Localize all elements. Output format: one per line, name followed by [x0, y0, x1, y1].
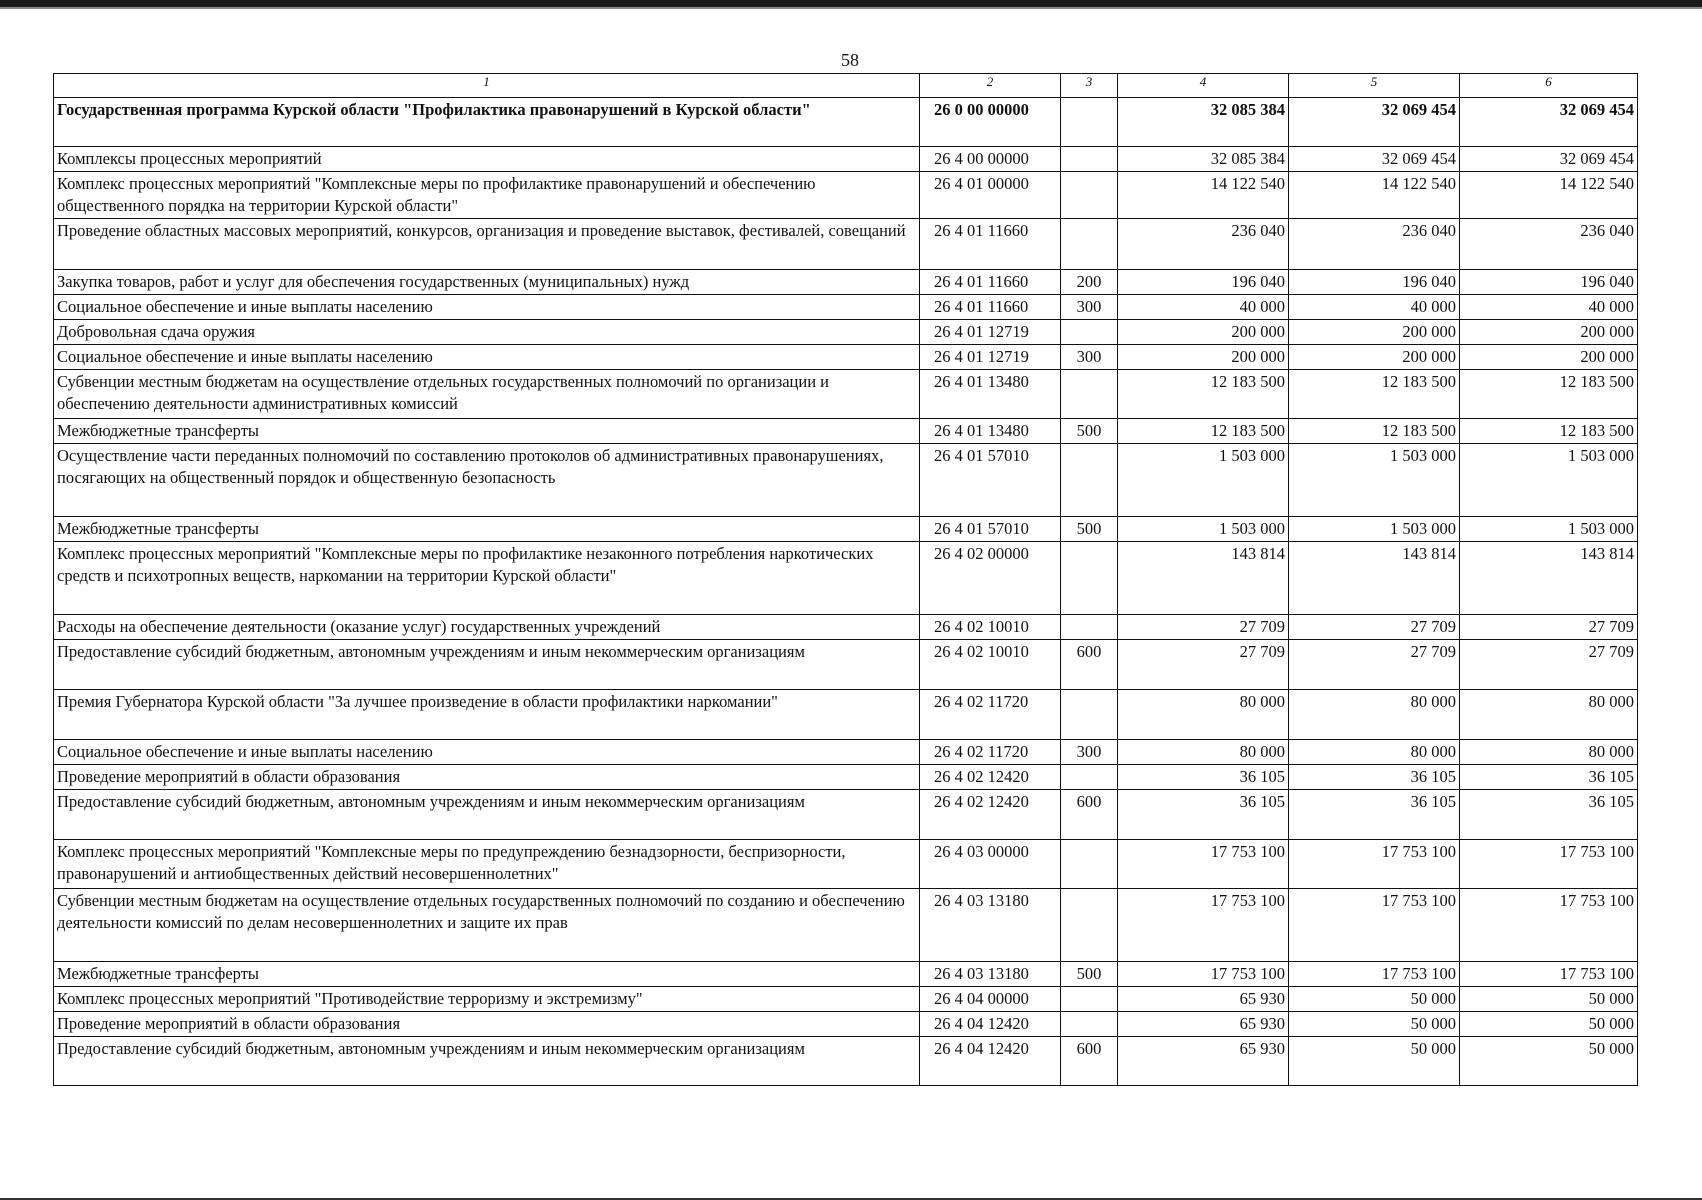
row-target-code: 26 4 03 13180 [920, 962, 1061, 987]
row-target-code: 26 4 02 10010 [920, 640, 1061, 690]
row-value-col6: 36 105 [1460, 765, 1638, 790]
row-value-col6: 27 709 [1460, 640, 1638, 690]
table-row [54, 419, 1638, 444]
row-value-col5: 80 000 [1289, 690, 1460, 740]
row-value-col4: 12 183 500 [1118, 370, 1289, 419]
row-value-col6: 1 503 000 [1460, 444, 1638, 517]
row-expense-type: 500 [1061, 962, 1118, 987]
row-target-code: 26 0 00 00000 [920, 98, 1061, 147]
table-row [54, 517, 1638, 542]
table-row [54, 889, 1638, 962]
row-value-col6: 80 000 [1460, 690, 1638, 740]
row-name: Социальное обеспечение и иные выплаты населению [54, 345, 920, 370]
row-value-col4: 236 040 [1118, 219, 1289, 270]
row-value-col5: 50 000 [1289, 1037, 1460, 1086]
row-value-col5: 40 000 [1289, 295, 1460, 320]
row-target-code: 26 4 02 11720 [920, 690, 1061, 740]
row-value-col5: 236 040 [1289, 219, 1460, 270]
row-value-col4: 65 930 [1118, 987, 1289, 1012]
header-col-4: 4 [1118, 74, 1289, 98]
row-value-col6: 1 503 000 [1460, 517, 1638, 542]
row-value-col6: 80 000 [1460, 740, 1638, 765]
table-row [54, 98, 1638, 147]
row-value-col6: 12 183 500 [1460, 419, 1638, 444]
row-value-col5: 36 105 [1289, 790, 1460, 840]
row-value-col6: 27 709 [1460, 615, 1638, 640]
row-name: Предоставление субсидий бюджетным, автономным учреждениям и иным некоммерческим организациям [54, 640, 920, 690]
header-col-5: 5 [1289, 74, 1460, 98]
row-value-col6: 40 000 [1460, 295, 1638, 320]
table-header-row [54, 74, 1638, 98]
row-expense-type [1061, 98, 1118, 147]
table-row [54, 542, 1638, 615]
row-name: Субвенции местным бюджетам на осуществление отдельных государственных полномочий по организации и обеспечению деятельности административных комиссий [54, 370, 920, 419]
row-name: Осуществление части переданных полномочий по составлению протоколов об административных правонарушениях, посягающих на общественный порядок и общественную безопасность [54, 444, 920, 517]
table-row [54, 640, 1638, 690]
row-value-col5: 1 503 000 [1289, 444, 1460, 517]
row-expense-type [1061, 987, 1118, 1012]
row-value-col4: 196 040 [1118, 270, 1289, 295]
row-value-col4: 200 000 [1118, 320, 1289, 345]
row-expense-type [1061, 615, 1118, 640]
row-value-col5: 32 069 454 [1289, 147, 1460, 172]
row-value-col5: 27 709 [1289, 615, 1460, 640]
scan-top-edge [0, 0, 1702, 7]
row-name: Социальное обеспечение и иные выплаты населению [54, 740, 920, 765]
row-value-col5: 50 000 [1289, 987, 1460, 1012]
row-name: Комплекс процессных мероприятий "Комплексные меры по профилактике правонарушений и обеспечению общественного порядка на территории Курской области" [54, 172, 920, 219]
row-value-col4: 32 085 384 [1118, 147, 1289, 172]
row-value-col6: 17 753 100 [1460, 840, 1638, 889]
row-target-code: 26 4 04 12420 [920, 1012, 1061, 1037]
header-col-2: 2 [920, 74, 1061, 98]
table-row [54, 1037, 1638, 1086]
row-expense-type [1061, 542, 1118, 615]
row-expense-type: 600 [1061, 640, 1118, 690]
row-target-code: 26 4 02 12420 [920, 790, 1061, 840]
row-value-col6: 143 814 [1460, 542, 1638, 615]
row-target-code: 26 4 03 00000 [920, 840, 1061, 889]
row-value-col6: 196 040 [1460, 270, 1638, 295]
row-name: Премия Губернатора Курской области "За лучшее произведение в области профилактики наркомании" [54, 690, 920, 740]
row-value-col6: 236 040 [1460, 219, 1638, 270]
table-row [54, 147, 1638, 172]
row-target-code: 26 4 00 00000 [920, 147, 1061, 172]
row-value-col4: 17 753 100 [1118, 840, 1289, 889]
row-target-code: 26 4 02 11720 [920, 740, 1061, 765]
row-target-code: 26 4 01 13480 [920, 370, 1061, 419]
table-row [54, 295, 1638, 320]
table-row [54, 690, 1638, 740]
table-row [54, 740, 1638, 765]
table-row [54, 270, 1638, 295]
row-value-col4: 80 000 [1118, 690, 1289, 740]
row-name: Проведение областных массовых мероприятий, конкурсов, организация и проведение выставок, фестивалей, совещаний [54, 219, 920, 270]
row-target-code: 26 4 01 57010 [920, 444, 1061, 517]
row-target-code: 26 4 02 00000 [920, 542, 1061, 615]
row-value-col4: 32 085 384 [1118, 98, 1289, 147]
row-expense-type [1061, 147, 1118, 172]
row-name: Комплекс процессных мероприятий "Противодействие терроризму и экстремизму" [54, 987, 920, 1012]
table-row [54, 172, 1638, 219]
row-expense-type [1061, 1012, 1118, 1037]
row-value-col4: 36 105 [1118, 765, 1289, 790]
row-expense-type: 600 [1061, 790, 1118, 840]
row-expense-type [1061, 172, 1118, 219]
row-expense-type: 300 [1061, 345, 1118, 370]
row-name: Межбюджетные трансферты [54, 962, 920, 987]
row-expense-type [1061, 690, 1118, 740]
row-value-col6: 14 122 540 [1460, 172, 1638, 219]
row-value-col4: 80 000 [1118, 740, 1289, 765]
row-expense-type [1061, 444, 1118, 517]
row-value-col4: 17 753 100 [1118, 962, 1289, 987]
row-value-col6: 32 069 454 [1460, 147, 1638, 172]
row-value-col4: 40 000 [1118, 295, 1289, 320]
row-value-col4: 143 814 [1118, 542, 1289, 615]
row-value-col5: 143 814 [1289, 542, 1460, 615]
row-value-col5: 200 000 [1289, 320, 1460, 345]
row-target-code: 26 4 04 00000 [920, 987, 1061, 1012]
row-value-col6: 36 105 [1460, 790, 1638, 840]
row-value-col4: 17 753 100 [1118, 889, 1289, 962]
row-value-col5: 17 753 100 [1289, 962, 1460, 987]
table-row [54, 962, 1638, 987]
row-value-col5: 1 503 000 [1289, 517, 1460, 542]
table-row [54, 840, 1638, 889]
row-expense-type: 600 [1061, 1037, 1118, 1086]
row-expense-type: 300 [1061, 740, 1118, 765]
table-row [54, 370, 1638, 419]
row-value-col6: 17 753 100 [1460, 889, 1638, 962]
budget-table-body [54, 74, 1638, 1086]
row-target-code: 26 4 01 12719 [920, 345, 1061, 370]
row-expense-type [1061, 840, 1118, 889]
row-value-col4: 14 122 540 [1118, 172, 1289, 219]
row-name: Проведение мероприятий в области образования [54, 765, 920, 790]
row-name: Предоставление субсидий бюджетным, автономным учреждениям и иным некоммерческим организациям [54, 790, 920, 840]
scan-top-edge-shadow [0, 7, 1702, 9]
table-row [54, 987, 1638, 1012]
row-expense-type [1061, 219, 1118, 270]
row-value-col5: 17 753 100 [1289, 840, 1460, 889]
header-col-1: 1 [54, 74, 920, 98]
row-value-col5: 36 105 [1289, 765, 1460, 790]
row-value-col6: 12 183 500 [1460, 370, 1638, 419]
page-number: 58 [841, 50, 859, 70]
row-value-col4: 65 930 [1118, 1012, 1289, 1037]
row-expense-type [1061, 320, 1118, 345]
row-value-col5: 14 122 540 [1289, 172, 1460, 219]
row-expense-type: 500 [1061, 517, 1118, 542]
row-value-col4: 1 503 000 [1118, 517, 1289, 542]
row-value-col6: 50 000 [1460, 1037, 1638, 1086]
row-expense-type [1061, 765, 1118, 790]
row-value-col4: 36 105 [1118, 790, 1289, 840]
row-value-col6: 50 000 [1460, 1012, 1638, 1037]
row-name: Социальное обеспечение и иные выплаты населению [54, 295, 920, 320]
row-value-col6: 17 753 100 [1460, 962, 1638, 987]
row-name: Закупка товаров, работ и услуг для обеспечения государственных (муниципальных) нужд [54, 270, 920, 295]
row-name: Предоставление субсидий бюджетным, автономным учреждениям и иным некоммерческим организациям [54, 1037, 920, 1086]
row-target-code: 26 4 01 11660 [920, 270, 1061, 295]
row-target-code: 26 4 01 12719 [920, 320, 1061, 345]
row-name: Комплекс процессных мероприятий "Комплексные меры по предупреждению безнадзорности, беспризорности, правонарушений и антиобщественных действий несовершеннолетних" [54, 840, 920, 889]
header-col-6: 6 [1460, 74, 1638, 98]
row-name: Государственная программа Курской области "Профилактика правонарушений в Курской области" [54, 98, 920, 147]
header-col-3: 3 [1061, 74, 1118, 98]
row-value-col5: 196 040 [1289, 270, 1460, 295]
table-row [54, 765, 1638, 790]
row-value-col6: 200 000 [1460, 345, 1638, 370]
row-expense-type [1061, 370, 1118, 419]
row-target-code: 26 4 01 57010 [920, 517, 1061, 542]
row-name: Проведение мероприятий в области образования [54, 1012, 920, 1037]
table-row [54, 320, 1638, 345]
table-row [54, 219, 1638, 270]
row-expense-type: 500 [1061, 419, 1118, 444]
row-value-col5: 32 069 454 [1289, 98, 1460, 147]
row-name: Межбюджетные трансферты [54, 517, 920, 542]
row-value-col6: 32 069 454 [1460, 98, 1638, 147]
row-target-code: 26 4 01 00000 [920, 172, 1061, 219]
row-value-col4: 27 709 [1118, 640, 1289, 690]
budget-table [53, 73, 1638, 1086]
row-value-col4: 1 503 000 [1118, 444, 1289, 517]
row-value-col6: 200 000 [1460, 320, 1638, 345]
row-target-code: 26 4 01 11660 [920, 219, 1061, 270]
row-value-col5: 12 183 500 [1289, 370, 1460, 419]
row-value-col5: 17 753 100 [1289, 889, 1460, 962]
row-name: Межбюджетные трансферты [54, 419, 920, 444]
row-expense-type: 200 [1061, 270, 1118, 295]
row-value-col6: 50 000 [1460, 987, 1638, 1012]
row-value-col5: 12 183 500 [1289, 419, 1460, 444]
row-value-col5: 80 000 [1289, 740, 1460, 765]
row-target-code: 26 4 02 10010 [920, 615, 1061, 640]
table-row [54, 444, 1638, 517]
row-expense-type [1061, 889, 1118, 962]
row-target-code: 26 4 01 11660 [920, 295, 1061, 320]
row-target-code: 26 4 02 12420 [920, 765, 1061, 790]
row-target-code: 26 4 04 12420 [920, 1037, 1061, 1086]
row-name: Субвенции местным бюджетам на осуществление отдельных государственных полномочий по созданию и обеспечению деятельности комиссий по делам несовершеннолетних и защите их прав [54, 889, 920, 962]
row-name: Добровольная сдача оружия [54, 320, 920, 345]
table-row [54, 345, 1638, 370]
row-value-col4: 12 183 500 [1118, 419, 1289, 444]
table-row [54, 615, 1638, 640]
row-value-col5: 200 000 [1289, 345, 1460, 370]
row-value-col4: 200 000 [1118, 345, 1289, 370]
table-row [54, 790, 1638, 840]
row-name: Комплексы процессных мероприятий [54, 147, 920, 172]
row-name: Комплекс процессных мероприятий "Комплексные меры по профилактике незаконного потребления наркотических средств и психотропных веществ, наркомании на территории Курской области" [54, 542, 920, 615]
row-value-col5: 27 709 [1289, 640, 1460, 690]
row-target-code: 26 4 01 13480 [920, 419, 1061, 444]
table-row [54, 1012, 1638, 1037]
row-name: Расходы на обеспечение деятельности (оказание услуг) государственных учреждений [54, 615, 920, 640]
row-value-col5: 50 000 [1289, 1012, 1460, 1037]
row-value-col4: 65 930 [1118, 1037, 1289, 1086]
row-target-code: 26 4 03 13180 [920, 889, 1061, 962]
row-expense-type: 300 [1061, 295, 1118, 320]
row-value-col4: 27 709 [1118, 615, 1289, 640]
